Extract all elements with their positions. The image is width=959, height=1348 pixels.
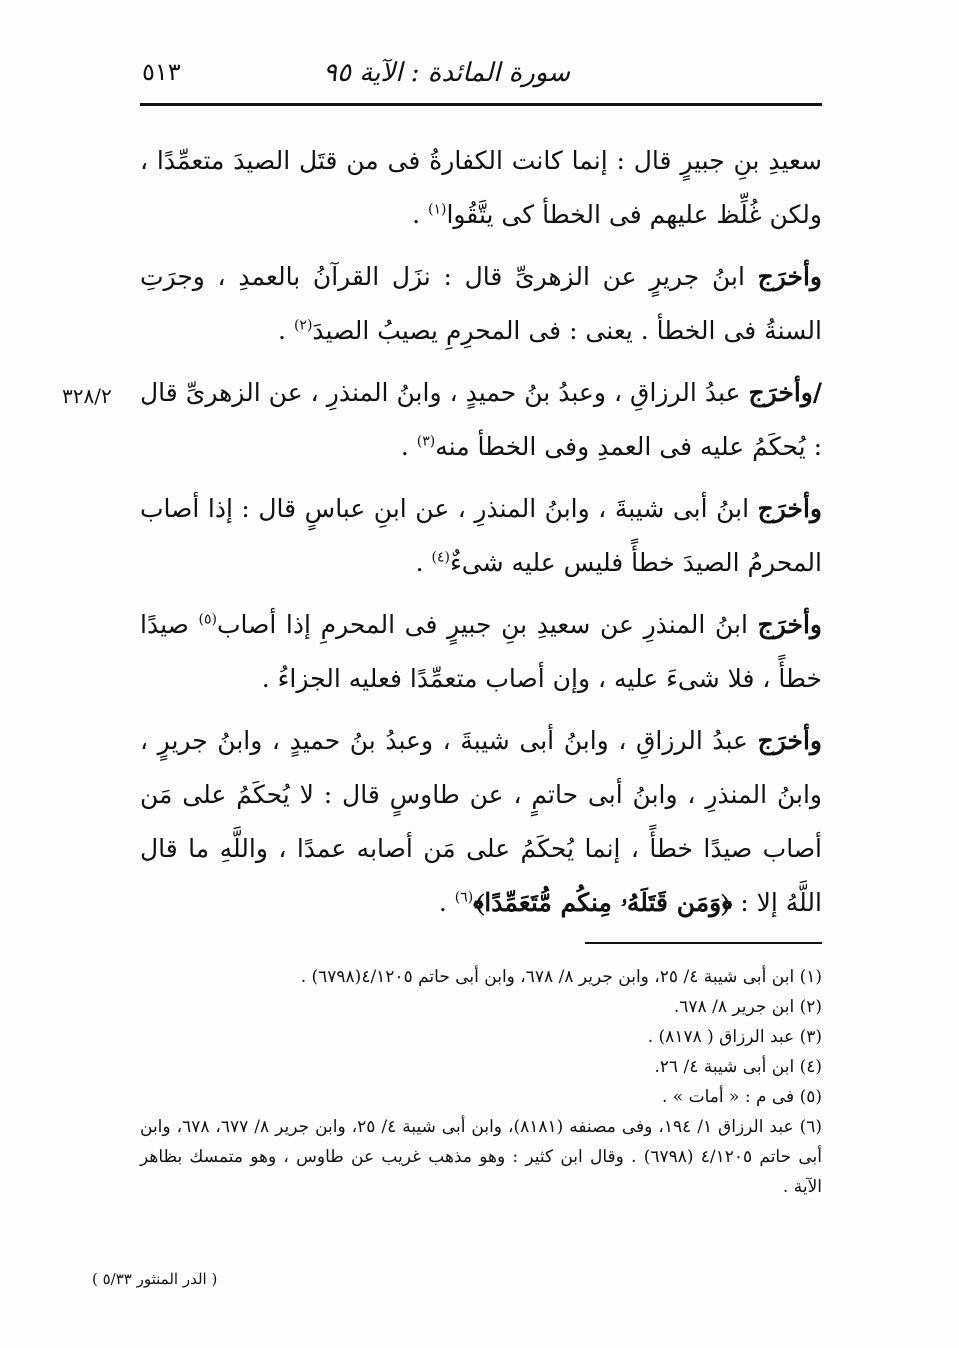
paragraph-lead: وأخرَج <box>757 262 822 291</box>
paragraph-5 <box>140 598 822 706</box>
footnote-5: (٥) فى م : « أمات » . <box>661 1087 822 1107</box>
paragraph-text: ابنُ المنذرِ عن سعيدِ بنِ جبيرٍ فى المحرمِ إذا أصاب <box>216 610 758 639</box>
paragraph-tail: . <box>278 316 294 345</box>
footnote-3: (٣) عبد الرزاق ( ٨١٧٨) . <box>647 1027 822 1047</box>
footnote-ref: (٦) <box>454 889 474 906</box>
paragraph-tail: صيدًا خطأً ، فلا شىءَ عليه ، وإن أصاب متعمِّدًا فعليه الجزاءُ . <box>140 610 822 693</box>
margin-reference: ٣٢٨/٢ <box>62 384 112 408</box>
paragraph-2 <box>140 250 822 358</box>
header-rule <box>140 103 822 106</box>
footnote-ref: (١) <box>427 201 447 218</box>
running-title: سورة المائدة : الآية ٩٥ <box>323 58 570 88</box>
footnotes <box>140 962 822 1202</box>
paragraph-lead: وأخرَج <box>757 726 822 755</box>
footnote-ref: (٢) <box>293 317 313 334</box>
paragraph-tail: . <box>415 548 432 577</box>
paragraph-lead: /وأخرَج <box>748 378 822 407</box>
quran-quote: ﴿وَمَن قَتَلَهُۥ مِنكُم مُّتَعَمِّدًا﴾ <box>473 888 733 917</box>
paragraph-text: ابنُ جريرٍ عن الزهرىِّ قال : نزَل القرآنُ بالعمدِ ، وجرَتِ السنةُ فى الخطأ . يعنى : فى المحرِمِ يصيبُ الصيدَ <box>140 262 822 345</box>
paragraph-tail: . <box>438 888 455 917</box>
paragraph-6 <box>140 714 822 930</box>
footnote-ref: (٥) <box>198 611 217 628</box>
paragraph-lead: وأخرَج <box>757 610 822 639</box>
paragraph-4 <box>140 482 822 590</box>
paragraph-3 <box>140 366 822 474</box>
paragraph-text: عبدُ الرزاقِ ، وعبدُ بنُ حميدٍ ، وابنُ المنذرِ ، عن الزهرىِّ قال : يُحكَمُ عليه فى العمدِ وفى الخطأ منه <box>140 378 822 461</box>
volume-reference: ( الدر المنثور ٥/٣٣ ) <box>92 1270 218 1288</box>
body-text <box>140 134 822 938</box>
footnote-ref: (٤) <box>431 549 451 566</box>
page-number: ٥١٣ <box>142 58 181 86</box>
footnote-rule <box>585 942 822 944</box>
footnote-1: (١) ابن أبى شيبة ٤/ ٢٥، وابن جرير ٨/ ٦٧٨، وابن أبى حاتم ٤/١٢٠٥(٦٧٩٨) . <box>300 967 822 987</box>
paragraph-text: عبدُ الرزاقِ ، وابنُ أبى شيبةَ ، وعبدُ بنُ حميدٍ ، وابنُ جريرٍ ، وابنُ المنذرِ ، وابنُ أبى حاتمٍ ، عن طاوسٍ قال : لا يُحكَمُ على مَن أصاب صيدًا خطأً ، إنما يُحكَمُ على مَن أصابه عمدًا ، واللَّهِ ما قال اللَّهُ إلا : <box>140 726 822 917</box>
footnote-4: (٤) ابن أبى شيبة ٤/ ٢٦. <box>654 1057 822 1077</box>
footnote-6: (٦) عبد الرزاق ١/ ١٩٤، وفى مصنفه (٨١٨١)، وابن أبى شيبة ٤/ ٢٥، وابن جرير ٨/ ٦٧٧، ٦٧٨، وابن أبى حاتم ٤/١٢٠٥ (٦٧٩٨) . وقال ابن كثير : وهو مذهب غريب عن طاوس ، وهو متمسك بظاهر الآية . <box>140 1117 823 1197</box>
paragraph-1 <box>140 134 822 242</box>
footnote-2: (٢) ابن جرير ٨/ ٦٧٨. <box>673 997 822 1017</box>
paragraph-tail: . <box>400 432 417 461</box>
page-header <box>140 56 820 96</box>
footnote-ref: (٣) <box>416 433 436 450</box>
paragraph-text: ابنُ أبى شيبةَ ، وابنُ المنذرِ ، عن ابنِ عباسٍ قال : إذا أصاب المحرمُ الصيدَ خطأً فليس عليه شىءٌ <box>140 494 822 577</box>
paragraph-lead: وأخرَج <box>757 494 822 523</box>
paragraph-text: سعيدِ بنِ جبيرٍ قال : إنما كانت الكفارةُ فى من قتَل الصيدَ متعمِّدًا ، ولكن غُلِّظ عليهم فى الخطأ كى يتَّقُوا <box>140 146 822 229</box>
paragraph-tail: . <box>412 200 428 229</box>
